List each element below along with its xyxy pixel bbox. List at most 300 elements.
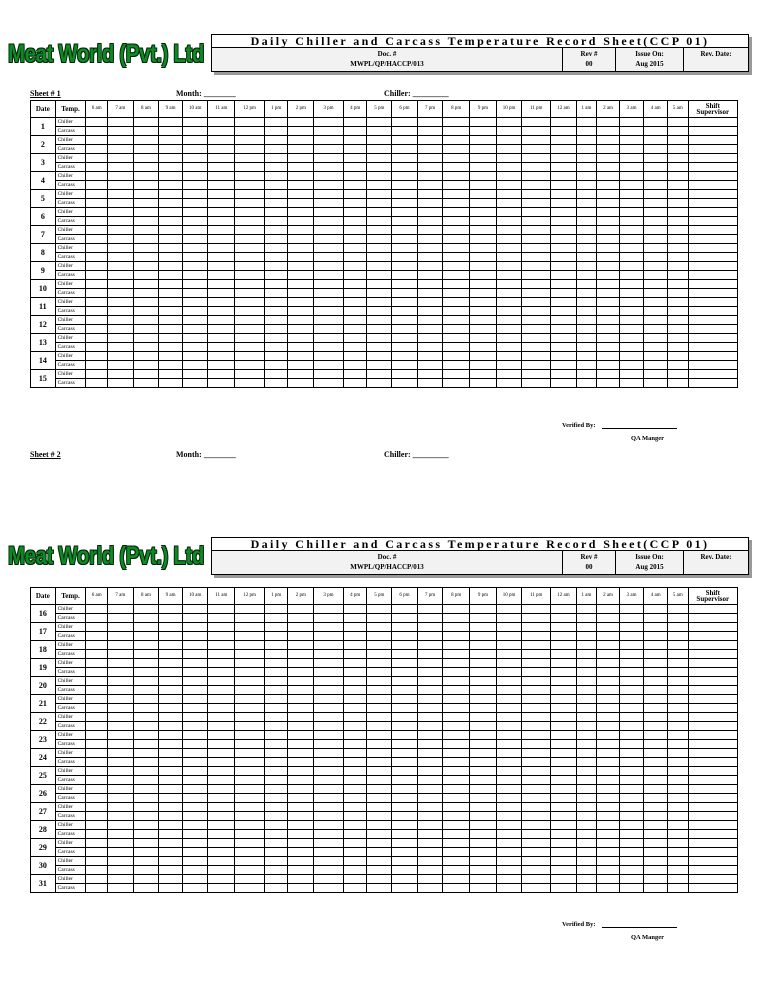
entry-cell[interactable] [392, 686, 418, 695]
entry-cell[interactable] [367, 307, 392, 316]
entry-cell[interactable] [208, 298, 235, 307]
entry-cell[interactable] [417, 758, 443, 767]
entry-cell[interactable] [688, 686, 737, 695]
entry-cell[interactable] [367, 803, 392, 812]
entry-cell[interactable] [417, 235, 443, 244]
entry-cell[interactable] [182, 217, 208, 226]
entry-cell[interactable] [392, 875, 418, 884]
entry-cell[interactable] [417, 208, 443, 217]
entry-cell[interactable] [133, 695, 159, 704]
entry-cell[interactable] [343, 127, 367, 136]
entry-cell[interactable] [417, 352, 443, 361]
entry-cell[interactable] [644, 623, 668, 632]
entry-cell[interactable] [619, 136, 644, 145]
entry-cell[interactable] [443, 136, 470, 145]
entry-cell[interactable] [235, 316, 265, 325]
entry-cell[interactable] [107, 253, 133, 262]
entry-cell[interactable] [133, 650, 159, 659]
entry-cell[interactable] [159, 154, 183, 163]
entry-cell[interactable] [159, 857, 183, 866]
entry-cell[interactable] [417, 163, 443, 172]
entry-cell[interactable] [668, 217, 689, 226]
entry-cell[interactable] [597, 172, 620, 181]
entry-cell[interactable] [443, 253, 470, 262]
entry-cell[interactable] [668, 884, 689, 893]
entry-cell[interactable] [443, 325, 470, 334]
entry-cell[interactable] [443, 208, 470, 217]
entry-cell[interactable] [235, 839, 265, 848]
entry-cell[interactable] [417, 253, 443, 262]
entry-cell[interactable] [182, 641, 208, 650]
entry-cell[interactable] [688, 830, 737, 839]
entry-cell[interactable] [208, 803, 235, 812]
entry-cell[interactable] [288, 758, 314, 767]
entry-cell[interactable] [688, 334, 737, 343]
entry-cell[interactable] [159, 659, 183, 668]
entry-cell[interactable] [343, 632, 367, 641]
entry-cell[interactable] [496, 325, 522, 334]
entry-cell[interactable] [470, 127, 497, 136]
entry-cell[interactable] [107, 217, 133, 226]
entry-cell[interactable] [314, 370, 344, 379]
entry-cell[interactable] [597, 235, 620, 244]
entry-cell[interactable] [367, 118, 392, 127]
entry-cell[interactable] [133, 289, 159, 298]
entry-cell[interactable] [644, 803, 668, 812]
entry-cell[interactable] [597, 181, 620, 190]
entry-cell[interactable] [133, 172, 159, 181]
entry-cell[interactable] [343, 280, 367, 289]
entry-cell[interactable] [288, 713, 314, 722]
entry-cell[interactable] [208, 199, 235, 208]
entry-cell[interactable] [288, 163, 314, 172]
entry-cell[interactable] [644, 767, 668, 776]
entry-cell[interactable] [688, 812, 737, 821]
entry-cell[interactable] [551, 695, 577, 704]
entry-cell[interactable] [208, 884, 235, 893]
entry-cell[interactable] [619, 875, 644, 884]
entry-cell[interactable] [597, 136, 620, 145]
entry-cell[interactable] [86, 172, 108, 181]
entry-cell[interactable] [367, 289, 392, 298]
entry-cell[interactable] [235, 118, 265, 127]
entry-cell[interactable] [417, 749, 443, 758]
entry-cell[interactable] [288, 857, 314, 866]
entry-cell[interactable] [235, 848, 265, 857]
entry-cell[interactable] [182, 181, 208, 190]
entry-cell[interactable] [182, 830, 208, 839]
entry-cell[interactable] [668, 623, 689, 632]
entry-cell[interactable] [443, 217, 470, 226]
entry-cell[interactable] [688, 659, 737, 668]
entry-cell[interactable] [208, 370, 235, 379]
entry-cell[interactable] [417, 785, 443, 794]
entry-cell[interactable] [551, 298, 577, 307]
entry-cell[interactable] [314, 713, 344, 722]
entry-cell[interactable] [417, 632, 443, 641]
entry-cell[interactable] [417, 190, 443, 199]
entry-cell[interactable] [86, 668, 108, 677]
entry-cell[interactable] [619, 605, 644, 614]
entry-cell[interactable] [264, 244, 288, 253]
entry-cell[interactable] [86, 370, 108, 379]
entry-cell[interactable] [314, 289, 344, 298]
entry-cell[interactable] [133, 641, 159, 650]
entry-cell[interactable] [551, 217, 577, 226]
entry-cell[interactable] [159, 614, 183, 623]
entry-cell[interactable] [619, 821, 644, 830]
entry-cell[interactable] [392, 316, 418, 325]
entry-cell[interactable] [107, 118, 133, 127]
entry-cell[interactable] [522, 145, 551, 154]
entry-cell[interactable] [86, 226, 108, 235]
entry-cell[interactable] [86, 280, 108, 289]
entry-cell[interactable] [343, 253, 367, 262]
entry-cell[interactable] [392, 190, 418, 199]
entry-cell[interactable] [470, 740, 497, 749]
entry-cell[interactable] [417, 740, 443, 749]
entry-cell[interactable] [496, 731, 522, 740]
entry-cell[interactable] [288, 127, 314, 136]
entry-cell[interactable] [208, 325, 235, 334]
entry-cell[interactable] [314, 641, 344, 650]
entry-cell[interactable] [522, 217, 551, 226]
entry-cell[interactable] [644, 704, 668, 713]
chiller-field[interactable]: Chiller: _________ [384, 89, 449, 98]
entry-cell[interactable] [688, 803, 737, 812]
entry-cell[interactable] [314, 118, 344, 127]
entry-cell[interactable] [235, 884, 265, 893]
entry-cell[interactable] [343, 605, 367, 614]
entry-cell[interactable] [133, 181, 159, 190]
entry-cell[interactable] [551, 866, 577, 875]
entry-cell[interactable] [86, 659, 108, 668]
entry-cell[interactable] [264, 668, 288, 677]
entry-cell[interactable] [86, 830, 108, 839]
entry-cell[interactable] [551, 641, 577, 650]
entry-cell[interactable] [235, 352, 265, 361]
entry-cell[interactable] [619, 361, 644, 370]
entry-cell[interactable] [288, 812, 314, 821]
entry-cell[interactable] [417, 226, 443, 235]
entry-cell[interactable] [619, 722, 644, 731]
entry-cell[interactable] [668, 641, 689, 650]
entry-cell[interactable] [392, 623, 418, 632]
entry-cell[interactable] [470, 821, 497, 830]
entry-cell[interactable] [392, 605, 418, 614]
entry-cell[interactable] [107, 271, 133, 280]
entry-cell[interactable] [470, 145, 497, 154]
entry-cell[interactable] [159, 217, 183, 226]
entry-cell[interactable] [133, 866, 159, 875]
entry-cell[interactable] [367, 677, 392, 686]
entry-cell[interactable] [208, 145, 235, 154]
entry-cell[interactable] [343, 875, 367, 884]
entry-cell[interactable] [470, 190, 497, 199]
entry-cell[interactable] [235, 307, 265, 316]
entry-cell[interactable] [314, 163, 344, 172]
entry-cell[interactable] [208, 794, 235, 803]
entry-cell[interactable] [235, 857, 265, 866]
entry-cell[interactable] [133, 875, 159, 884]
entry-cell[interactable] [182, 758, 208, 767]
entry-cell[interactable] [208, 118, 235, 127]
entry-cell[interactable] [417, 217, 443, 226]
entry-cell[interactable] [443, 379, 470, 388]
entry-cell[interactable] [551, 262, 577, 271]
entry-cell[interactable] [208, 713, 235, 722]
entry-cell[interactable] [597, 361, 620, 370]
entry-cell[interactable] [343, 785, 367, 794]
entry-cell[interactable] [208, 262, 235, 271]
entry-cell[interactable] [159, 208, 183, 217]
entry-cell[interactable] [443, 235, 470, 244]
entry-cell[interactable] [159, 280, 183, 289]
entry-cell[interactable] [314, 614, 344, 623]
entry-cell[interactable] [522, 758, 551, 767]
entry-cell[interactable] [314, 127, 344, 136]
entry-cell[interactable] [417, 866, 443, 875]
entry-cell[interactable] [159, 803, 183, 812]
entry-cell[interactable] [288, 253, 314, 262]
entry-cell[interactable] [288, 650, 314, 659]
entry-cell[interactable] [668, 280, 689, 289]
entry-cell[interactable] [619, 379, 644, 388]
entry-cell[interactable] [107, 163, 133, 172]
entry-cell[interactable] [688, 704, 737, 713]
entry-cell[interactable] [288, 668, 314, 677]
entry-cell[interactable] [367, 686, 392, 695]
entry-cell[interactable] [288, 136, 314, 145]
entry-cell[interactable] [443, 830, 470, 839]
entry-cell[interactable] [576, 830, 597, 839]
entry-cell[interactable] [551, 812, 577, 821]
entry-cell[interactable] [551, 352, 577, 361]
entry-cell[interactable] [264, 217, 288, 226]
entry-cell[interactable] [264, 704, 288, 713]
entry-cell[interactable] [235, 235, 265, 244]
entry-cell[interactable] [417, 298, 443, 307]
entry-cell[interactable] [208, 875, 235, 884]
entry-cell[interactable] [367, 226, 392, 235]
entry-cell[interactable] [288, 118, 314, 127]
entry-cell[interactable] [522, 172, 551, 181]
entry-cell[interactable] [392, 307, 418, 316]
entry-cell[interactable] [576, 334, 597, 343]
entry-cell[interactable] [551, 767, 577, 776]
entry-cell[interactable] [597, 217, 620, 226]
entry-cell[interactable] [470, 172, 497, 181]
entry-cell[interactable] [314, 217, 344, 226]
entry-cell[interactable] [86, 262, 108, 271]
entry-cell[interactable] [392, 614, 418, 623]
entry-cell[interactable] [470, 758, 497, 767]
entry-cell[interactable] [235, 722, 265, 731]
entry-cell[interactable] [470, 163, 497, 172]
entry-cell[interactable] [644, 262, 668, 271]
entry-cell[interactable] [343, 659, 367, 668]
entry-cell[interactable] [264, 343, 288, 352]
entry-cell[interactable] [417, 875, 443, 884]
entry-cell[interactable] [314, 749, 344, 758]
entry-cell[interactable] [443, 848, 470, 857]
entry-cell[interactable] [576, 190, 597, 199]
entry-cell[interactable] [597, 343, 620, 352]
entry-cell[interactable] [576, 821, 597, 830]
entry-cell[interactable] [367, 704, 392, 713]
entry-cell[interactable] [159, 776, 183, 785]
entry-cell[interactable] [133, 136, 159, 145]
entry-cell[interactable] [644, 280, 668, 289]
entry-cell[interactable] [417, 271, 443, 280]
entry-cell[interactable] [496, 704, 522, 713]
entry-cell[interactable] [107, 632, 133, 641]
entry-cell[interactable] [367, 623, 392, 632]
entry-cell[interactable] [644, 812, 668, 821]
entry-cell[interactable] [133, 884, 159, 893]
entry-cell[interactable] [133, 605, 159, 614]
entry-cell[interactable] [182, 650, 208, 659]
entry-cell[interactable] [107, 325, 133, 334]
entry-cell[interactable] [619, 740, 644, 749]
entry-cell[interactable] [107, 812, 133, 821]
entry-cell[interactable] [576, 235, 597, 244]
entry-cell[interactable] [86, 127, 108, 136]
entry-cell[interactable] [314, 379, 344, 388]
entry-cell[interactable] [417, 821, 443, 830]
entry-cell[interactable] [597, 614, 620, 623]
entry-cell[interactable] [182, 334, 208, 343]
entry-cell[interactable] [392, 343, 418, 352]
entry-cell[interactable] [288, 767, 314, 776]
entry-cell[interactable] [343, 181, 367, 190]
entry-cell[interactable] [133, 803, 159, 812]
entry-cell[interactable] [496, 208, 522, 217]
entry-cell[interactable] [619, 370, 644, 379]
entry-cell[interactable] [522, 235, 551, 244]
entry-cell[interactable] [443, 280, 470, 289]
entry-cell[interactable] [470, 370, 497, 379]
entry-cell[interactable] [133, 857, 159, 866]
entry-cell[interactable] [619, 704, 644, 713]
entry-cell[interactable] [208, 136, 235, 145]
entry-cell[interactable] [443, 695, 470, 704]
entry-cell[interactable] [208, 695, 235, 704]
entry-cell[interactable] [551, 749, 577, 758]
entry-cell[interactable] [668, 370, 689, 379]
entry-cell[interactable] [668, 758, 689, 767]
entry-cell[interactable] [86, 605, 108, 614]
entry-cell[interactable] [159, 839, 183, 848]
entry-cell[interactable] [343, 713, 367, 722]
entry-cell[interactable] [392, 866, 418, 875]
entry-cell[interactable] [522, 749, 551, 758]
entry-cell[interactable] [619, 289, 644, 298]
entry-cell[interactable] [496, 334, 522, 343]
entry-cell[interactable] [235, 253, 265, 262]
entry-cell[interactable] [235, 758, 265, 767]
entry-cell[interactable] [392, 181, 418, 190]
entry-cell[interactable] [644, 136, 668, 145]
entry-cell[interactable] [668, 352, 689, 361]
entry-cell[interactable] [182, 623, 208, 632]
entry-cell[interactable] [619, 803, 644, 812]
entry-cell[interactable] [392, 785, 418, 794]
entry-cell[interactable] [522, 794, 551, 803]
entry-cell[interactable] [470, 244, 497, 253]
entry-cell[interactable] [470, 226, 497, 235]
entry-cell[interactable] [367, 361, 392, 370]
entry-cell[interactable] [522, 325, 551, 334]
entry-cell[interactable] [470, 605, 497, 614]
entry-cell[interactable] [159, 767, 183, 776]
entry-cell[interactable] [343, 866, 367, 875]
entry-cell[interactable] [644, 749, 668, 758]
entry-cell[interactable] [688, 199, 737, 208]
entry-cell[interactable] [443, 289, 470, 298]
entry-cell[interactable] [522, 623, 551, 632]
entry-cell[interactable] [159, 307, 183, 316]
entry-cell[interactable] [496, 677, 522, 686]
entry-cell[interactable] [551, 307, 577, 316]
entry-cell[interactable] [688, 271, 737, 280]
entry-cell[interactable] [264, 821, 288, 830]
entry-cell[interactable] [576, 298, 597, 307]
entry-cell[interactable] [644, 118, 668, 127]
entry-cell[interactable] [159, 848, 183, 857]
entry-cell[interactable] [133, 704, 159, 713]
entry-cell[interactable] [496, 280, 522, 289]
entry-cell[interactable] [496, 875, 522, 884]
entry-cell[interactable] [417, 722, 443, 731]
entry-cell[interactable] [619, 794, 644, 803]
entry-cell[interactable] [668, 704, 689, 713]
entry-cell[interactable] [159, 830, 183, 839]
entry-cell[interactable] [314, 758, 344, 767]
entry-cell[interactable] [443, 704, 470, 713]
entry-cell[interactable] [619, 659, 644, 668]
entry-cell[interactable] [496, 253, 522, 262]
entry-cell[interactable] [576, 136, 597, 145]
entry-cell[interactable] [182, 172, 208, 181]
entry-cell[interactable] [182, 605, 208, 614]
entry-cell[interactable] [522, 704, 551, 713]
entry-cell[interactable] [392, 361, 418, 370]
entry-cell[interactable] [644, 361, 668, 370]
entry-cell[interactable] [288, 803, 314, 812]
entry-cell[interactable] [182, 740, 208, 749]
entry-cell[interactable] [392, 379, 418, 388]
entry-cell[interactable] [496, 262, 522, 271]
entry-cell[interactable] [496, 127, 522, 136]
entry-cell[interactable] [133, 343, 159, 352]
entry-cell[interactable] [288, 740, 314, 749]
entry-cell[interactable] [597, 271, 620, 280]
entry-cell[interactable] [86, 632, 108, 641]
entry-cell[interactable] [644, 208, 668, 217]
entry-cell[interactable] [182, 659, 208, 668]
entry-cell[interactable] [470, 154, 497, 163]
entry-cell[interactable] [644, 848, 668, 857]
entry-cell[interactable] [551, 361, 577, 370]
entry-cell[interactable] [597, 325, 620, 334]
entry-cell[interactable] [208, 605, 235, 614]
entry-cell[interactable] [470, 848, 497, 857]
entry-cell[interactable] [235, 821, 265, 830]
entry-cell[interactable] [182, 713, 208, 722]
entry-cell[interactable] [619, 244, 644, 253]
entry-cell[interactable] [551, 172, 577, 181]
